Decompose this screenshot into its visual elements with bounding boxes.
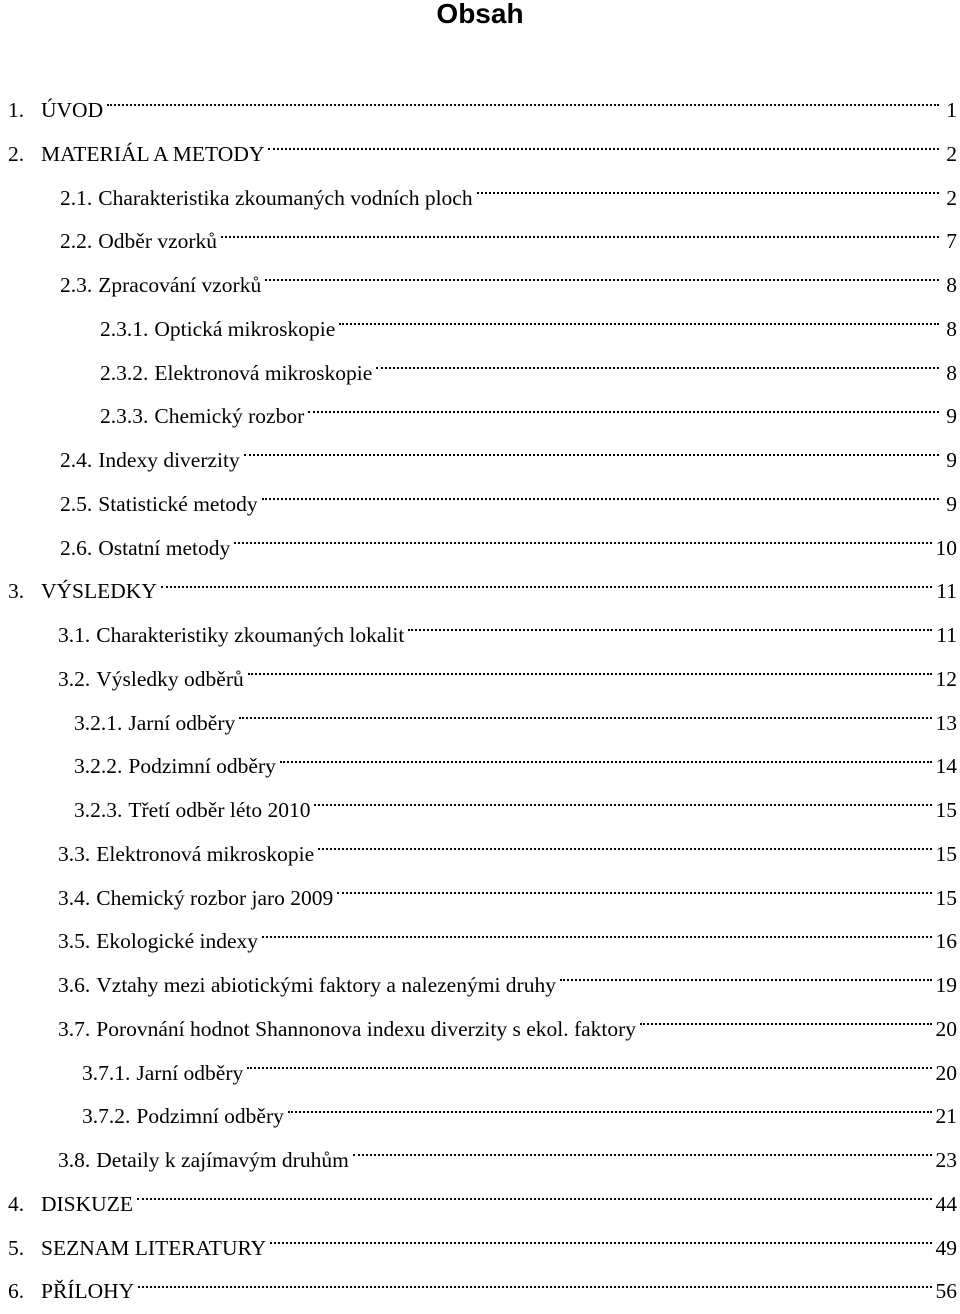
- toc-entry-3-3[interactable]: [0, 833, 960, 877]
- toc-page-number: 8: [946, 360, 957, 385]
- toc-label: MATERIÁL A METODY: [41, 141, 265, 166]
- toc-label: Odběr vzorků: [98, 229, 218, 254]
- toc-page-number: 1: [946, 98, 957, 122]
- dot-leader: [353, 1153, 932, 1156]
- toc-entry-2-5[interactable]: [0, 483, 960, 527]
- toc-label: Porovnání hodnot Shannonova indexu diverzity s ekol. faktory: [96, 1016, 637, 1041]
- toc-page-number: 15: [935, 885, 957, 910]
- toc-label: Chemický rozbor: [154, 404, 305, 429]
- toc-entry-3-8[interactable]: [0, 1139, 960, 1183]
- toc-label: Podzimní odběry: [136, 1104, 284, 1129]
- dot-leader: [137, 1197, 932, 1200]
- toc-number: 2.: [8, 141, 25, 166]
- dot-leader: [247, 1066, 931, 1069]
- toc-number: 2.3.1.: [100, 316, 149, 341]
- dot-leader: [138, 1285, 931, 1288]
- toc-label: Zpracování vzorků: [98, 273, 262, 297]
- toc-entry-vysledky[interactable]: [0, 570, 960, 614]
- toc-page-number: 11: [936, 579, 957, 604]
- toc-label: Charakteristiky zkoumaných lokalit: [96, 623, 405, 647]
- toc-number: 2.5.: [60, 491, 93, 516]
- dot-leader: [318, 847, 931, 850]
- toc-label: Chemický rozbor jaro 2009: [96, 885, 334, 910]
- toc-entry-3-4[interactable]: [0, 877, 960, 921]
- toc-number: 3.2.2.: [74, 754, 123, 779]
- toc-entry-2-1[interactable]: [0, 177, 960, 221]
- toc-number: 2.2.: [60, 229, 93, 254]
- toc-page-number: 9: [946, 404, 957, 429]
- toc-page-number: 7: [946, 229, 957, 254]
- toc-entry-prilohy[interactable]: [0, 1270, 960, 1314]
- dot-leader: [408, 628, 932, 631]
- dot-leader: [265, 278, 939, 281]
- toc-label: Jarní odběry: [136, 1060, 244, 1085]
- toc-page-number: 49: [935, 1235, 957, 1260]
- toc-entry-2-2[interactable]: [0, 220, 960, 264]
- toc-page-number: 8: [946, 316, 957, 341]
- toc-label: Elektronová mikroskopie: [96, 841, 315, 866]
- toc-entry-3-7[interactable]: [0, 1008, 960, 1052]
- toc-page-number: 9: [946, 491, 957, 516]
- toc-page-number: 19: [935, 973, 957, 997]
- dot-leader: [640, 1022, 931, 1025]
- toc-number: 3.8.: [58, 1148, 91, 1172]
- toc-label: Jarní odběry: [128, 710, 236, 735]
- toc-entry-2-3-2[interactable]: [0, 352, 960, 396]
- toc-number: 3.2.: [58, 666, 91, 691]
- page-title: Obsah: [436, 0, 524, 29]
- toc-page-number: 13: [935, 710, 957, 735]
- toc-page-number: 2: [946, 141, 957, 166]
- toc-page-number: 20: [935, 1060, 957, 1085]
- toc-page-number: 20: [935, 1016, 957, 1041]
- toc-entry-3-7-1[interactable]: [0, 1052, 960, 1096]
- dot-leader: [477, 191, 939, 194]
- dot-leader: [161, 585, 932, 588]
- toc-entry-3-6[interactable]: [0, 964, 960, 1008]
- toc-label: VÝSLEDKY: [41, 579, 157, 604]
- toc-page-number: 10: [935, 535, 957, 560]
- toc-page-number: 11: [936, 623, 957, 647]
- toc-label: Ekologické indexy: [96, 929, 259, 954]
- dot-leader: [234, 541, 931, 544]
- toc-label: DISKUZE: [41, 1191, 133, 1216]
- toc-number: 2.6.: [60, 535, 93, 560]
- toc-number: 2.1.: [60, 185, 93, 210]
- dot-leader: [244, 453, 939, 456]
- toc-label: Detaily k zajímavým druhům: [96, 1148, 349, 1172]
- toc-page-number: 21: [935, 1104, 957, 1129]
- dot-leader: [280, 760, 932, 763]
- toc-number: 3.3.: [58, 841, 91, 866]
- dot-leader: [560, 978, 932, 981]
- toc-page-number: 16: [935, 929, 957, 954]
- toc-entry-2-3-1[interactable]: [0, 308, 960, 352]
- dot-leader: [262, 935, 931, 938]
- toc-label: Optická mikroskopie: [154, 316, 336, 341]
- toc-page-number: 12: [935, 666, 957, 691]
- toc-number: 3.4.: [58, 885, 91, 910]
- toc-page-number: 15: [935, 841, 957, 866]
- toc-entry-3-2[interactable]: [0, 658, 960, 702]
- toc-page-number: 8: [946, 273, 957, 297]
- toc-number: 3.7.2.: [82, 1104, 131, 1129]
- toc-label: Třetí odběr léto 2010: [128, 798, 311, 822]
- toc-entry-uvod[interactable]: [0, 89, 960, 133]
- toc-entry-material-a-metody[interactable]: [0, 133, 960, 177]
- toc-label: Vztahy mezi abiotickými faktory a nalezenými druhy: [96, 973, 556, 997]
- toc-page-number: 9: [946, 448, 957, 472]
- dot-leader: [107, 103, 939, 106]
- toc-number: 3.6.: [58, 973, 91, 997]
- toc-label: Podzimní odběry: [128, 754, 276, 779]
- dot-leader: [339, 322, 939, 325]
- toc-entry-2-6[interactable]: [0, 527, 960, 571]
- dot-leader: [314, 803, 931, 806]
- toc-entry-2-4[interactable]: [0, 439, 960, 483]
- toc-page-number: 2: [946, 185, 957, 210]
- toc-page-number: 56: [935, 1279, 957, 1304]
- toc-number: 3.1.: [58, 623, 91, 647]
- toc-entry-3-2-2[interactable]: [0, 745, 960, 789]
- toc-number: 2.3.: [60, 273, 93, 297]
- toc-label: Charakteristika zkoumaných vodních ploch: [98, 185, 473, 210]
- dot-leader: [376, 366, 939, 369]
- dot-leader: [262, 497, 939, 500]
- table-of-contents: [0, 89, 960, 1314]
- toc-number: 3.2.3.: [74, 798, 123, 822]
- toc-entry-3-5[interactable]: [0, 920, 960, 964]
- dot-leader: [337, 891, 931, 894]
- toc-number: 3.7.1.: [82, 1060, 131, 1085]
- toc-page-number: 14: [935, 754, 957, 779]
- toc-page-number: 23: [935, 1148, 957, 1172]
- toc-label: Elektronová mikroskopie: [154, 360, 373, 385]
- dot-leader: [221, 235, 939, 238]
- toc-label: Ostatní metody: [98, 535, 231, 560]
- toc-label: SEZNAM LITERATURY: [41, 1235, 267, 1260]
- toc-number: 3.: [8, 579, 25, 604]
- toc-entry-2-3-3[interactable]: [0, 395, 960, 439]
- dot-leader: [288, 1110, 932, 1113]
- dot-leader: [308, 410, 939, 413]
- toc-number: 6.: [8, 1279, 25, 1304]
- toc-number: 5.: [8, 1235, 25, 1260]
- toc-number: 2.3.3.: [100, 404, 149, 429]
- toc-entry-3-2-1[interactable]: [0, 702, 960, 746]
- toc-number: 4.: [8, 1191, 25, 1216]
- toc-page-number: 15: [935, 798, 957, 822]
- dot-leader: [268, 147, 939, 150]
- toc-entry-2-3[interactable]: [0, 264, 960, 308]
- toc-label: Statistické metody: [98, 491, 258, 516]
- toc-label: ÚVOD: [41, 98, 104, 122]
- toc-number: 2.3.2.: [100, 360, 149, 385]
- toc-entry-3-7-2[interactable]: [0, 1095, 960, 1139]
- toc-number: 3.5.: [58, 929, 91, 954]
- toc-label: Výsledky odběrů: [96, 666, 244, 691]
- toc-page-number: 44: [935, 1191, 957, 1216]
- toc-number: 3.2.1.: [74, 710, 123, 735]
- dot-leader: [239, 716, 931, 719]
- toc-entry-3-1[interactable]: [0, 614, 960, 658]
- toc-entry-diskuze[interactable]: [0, 1183, 960, 1227]
- toc-entry-3-2-3[interactable]: [0, 789, 960, 833]
- toc-number: 3.7.: [58, 1016, 91, 1041]
- toc-number: 2.4.: [60, 448, 93, 472]
- toc-label: Indexy diverzity: [98, 448, 240, 472]
- toc-label: PŘÍLOHY: [41, 1279, 135, 1304]
- toc-entry-seznam-literatury[interactable]: [0, 1227, 960, 1271]
- dot-leader: [270, 1241, 931, 1244]
- toc-number: 1.: [8, 98, 25, 122]
- dot-leader: [248, 672, 932, 675]
